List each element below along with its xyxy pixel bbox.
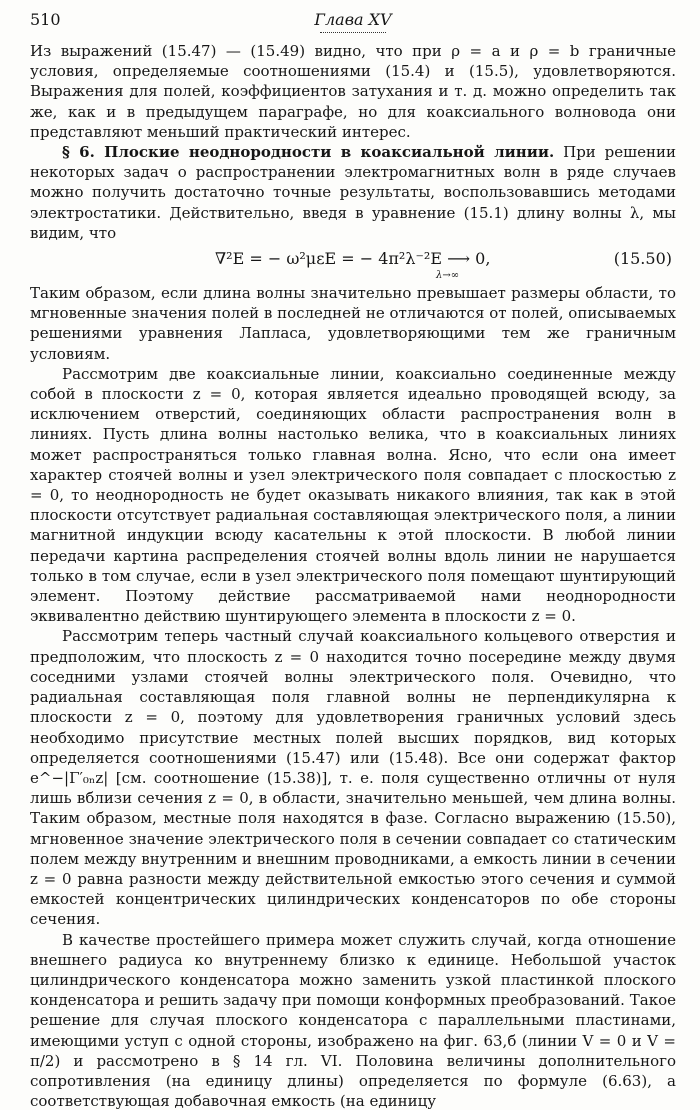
page-header — [30, 10, 676, 38]
paragraph-3: Таким образом, если длина волны значительно превышает размеры области, то мгновенные значения полей в последней не отличаются от полей, описываемых решениями уравнения Лапласа, удовлетворяющими тем же граничным условиям. — [30, 284, 676, 363]
chapter-running-head: Глава XV — [314, 10, 392, 29]
equation-number: (15.50) — [613, 249, 672, 269]
equation-15-50 — [30, 243, 676, 283]
section-title: § 6. Плоские неоднородности в коаксиальной линии. — [62, 143, 555, 162]
page-number: 510 — [30, 10, 61, 29]
header-rule — [320, 32, 386, 33]
paragraph-2-text: При решении некоторых задач о распространении электромагнитных волн в ряде случаев можно получить достаточно точные результаты, воспользовавшись методами электростатики. Действительно, введя в уравнение (15.1) длину волны λ, мы видим, что — [30, 143, 676, 242]
paragraph-4: Рассмотрим две коаксиальные линии, коаксиально соединенные между собой в плоскости z = 0, которая является идеально проводящей всюду, за исключением отверстий, соединяющих области распространения волн в линиях. Пусть длина волны настолько велика, что в коаксиальных линиях может распространяться только главная волна. Ясно, что если она имеет характер стоячей волны и узел электрического поля совпадает с плоскостью z = 0, то неоднородность не будет оказывать никакого влияния, так как в этой плоскости отсутствует радиальная составляющая электрического поля, а линии магнитной индукции всюду касательны к этой плоскости. В любой линии передачи картина распределения стоячей волны вдоль линии не нарушается только в том случае, если в узел электрического поля помещают шунтирующий элемент. Поэтому действие рассматриваемой нами неоднородности эквивалентно действию шунтирующего элемента в плоскости z = 0. — [30, 364, 676, 626]
paragraph-1: Из выражений (15.47) — (15.49) видно, что при ρ = a и ρ = b граничные условия, определяемые соотношениями (15.4) и (15.5), удовлетворяются. Выражения для полей, коэффициентов затухания и т. д. можно определить так же, как и в предыдущем параграфе, но для коаксиального волновода они представляют меньший практический интерес. — [30, 42, 676, 141]
paragraph-6: В качестве простейшего примера может служить случай, когда отношение внешнего радиуса ко внутреннему близко к единице. Небольшой участок цилиндрического конденсатора можно заменить узкой пластинкой плоского конденсатора и решить задачу при помощи конформных преобразований. Такое решение для случая плоского конденсатора с параллельными пластинами, имеющими уступ с одной стороны, изображено на фиг. 63,б (линии V = 0 и V = π/2) и рассмотрено в § 14 гл. VI. Половина величины дополнительного сопротивления (на единицу длины) определяется по формуле (6.63), а соответствующая добавочная емкость (на единицу — [30, 930, 676, 1111]
equation-body: ∇²E = − ω²μεE = − 4π²λ⁻²E ⟶ 0, — [215, 249, 491, 269]
paragraph-section-6 — [30, 142, 676, 243]
paragraph-5: Рассмотрим теперь частный случай коаксиального кольцевого отверстия и предположим, что плоскость z = 0 находится точно посередине между двумя соседними узлами стоячей волны электрического поля. Очевидно, что радиальная составляющая поля главной волны не перпендикулярна к плоскости z = 0, поэтому для удовлетворения граничных условий здесь необходимо присутствие местных полей высших порядков, вид которых определяется соотношениями (15.47) или (15.48). Все они содержат фактор e^−|Γ′₀ₙz| [см. соотношение (15.38)], т. е. поля существенно отличны от нуля лишь вблизи сечения z = 0, в области, значительно меньшей, чем длина волны. Таким образом, местные поля находятся в фазе. Согласно выражению (15.50), мгновенное значение электрического поля в сечении совпадает со статическим полем между внутренним и внешним проводниками, а емкость линии в сечении z = 0 равна разности между действительной емкостью этого сечения и суммой емкостей концентрических цилиндрических конденсаторов по обе стороны сечения. — [30, 627, 676, 929]
page-body — [30, 41, 676, 1111]
equation-limit-subscript: λ→∞ — [436, 270, 460, 282]
